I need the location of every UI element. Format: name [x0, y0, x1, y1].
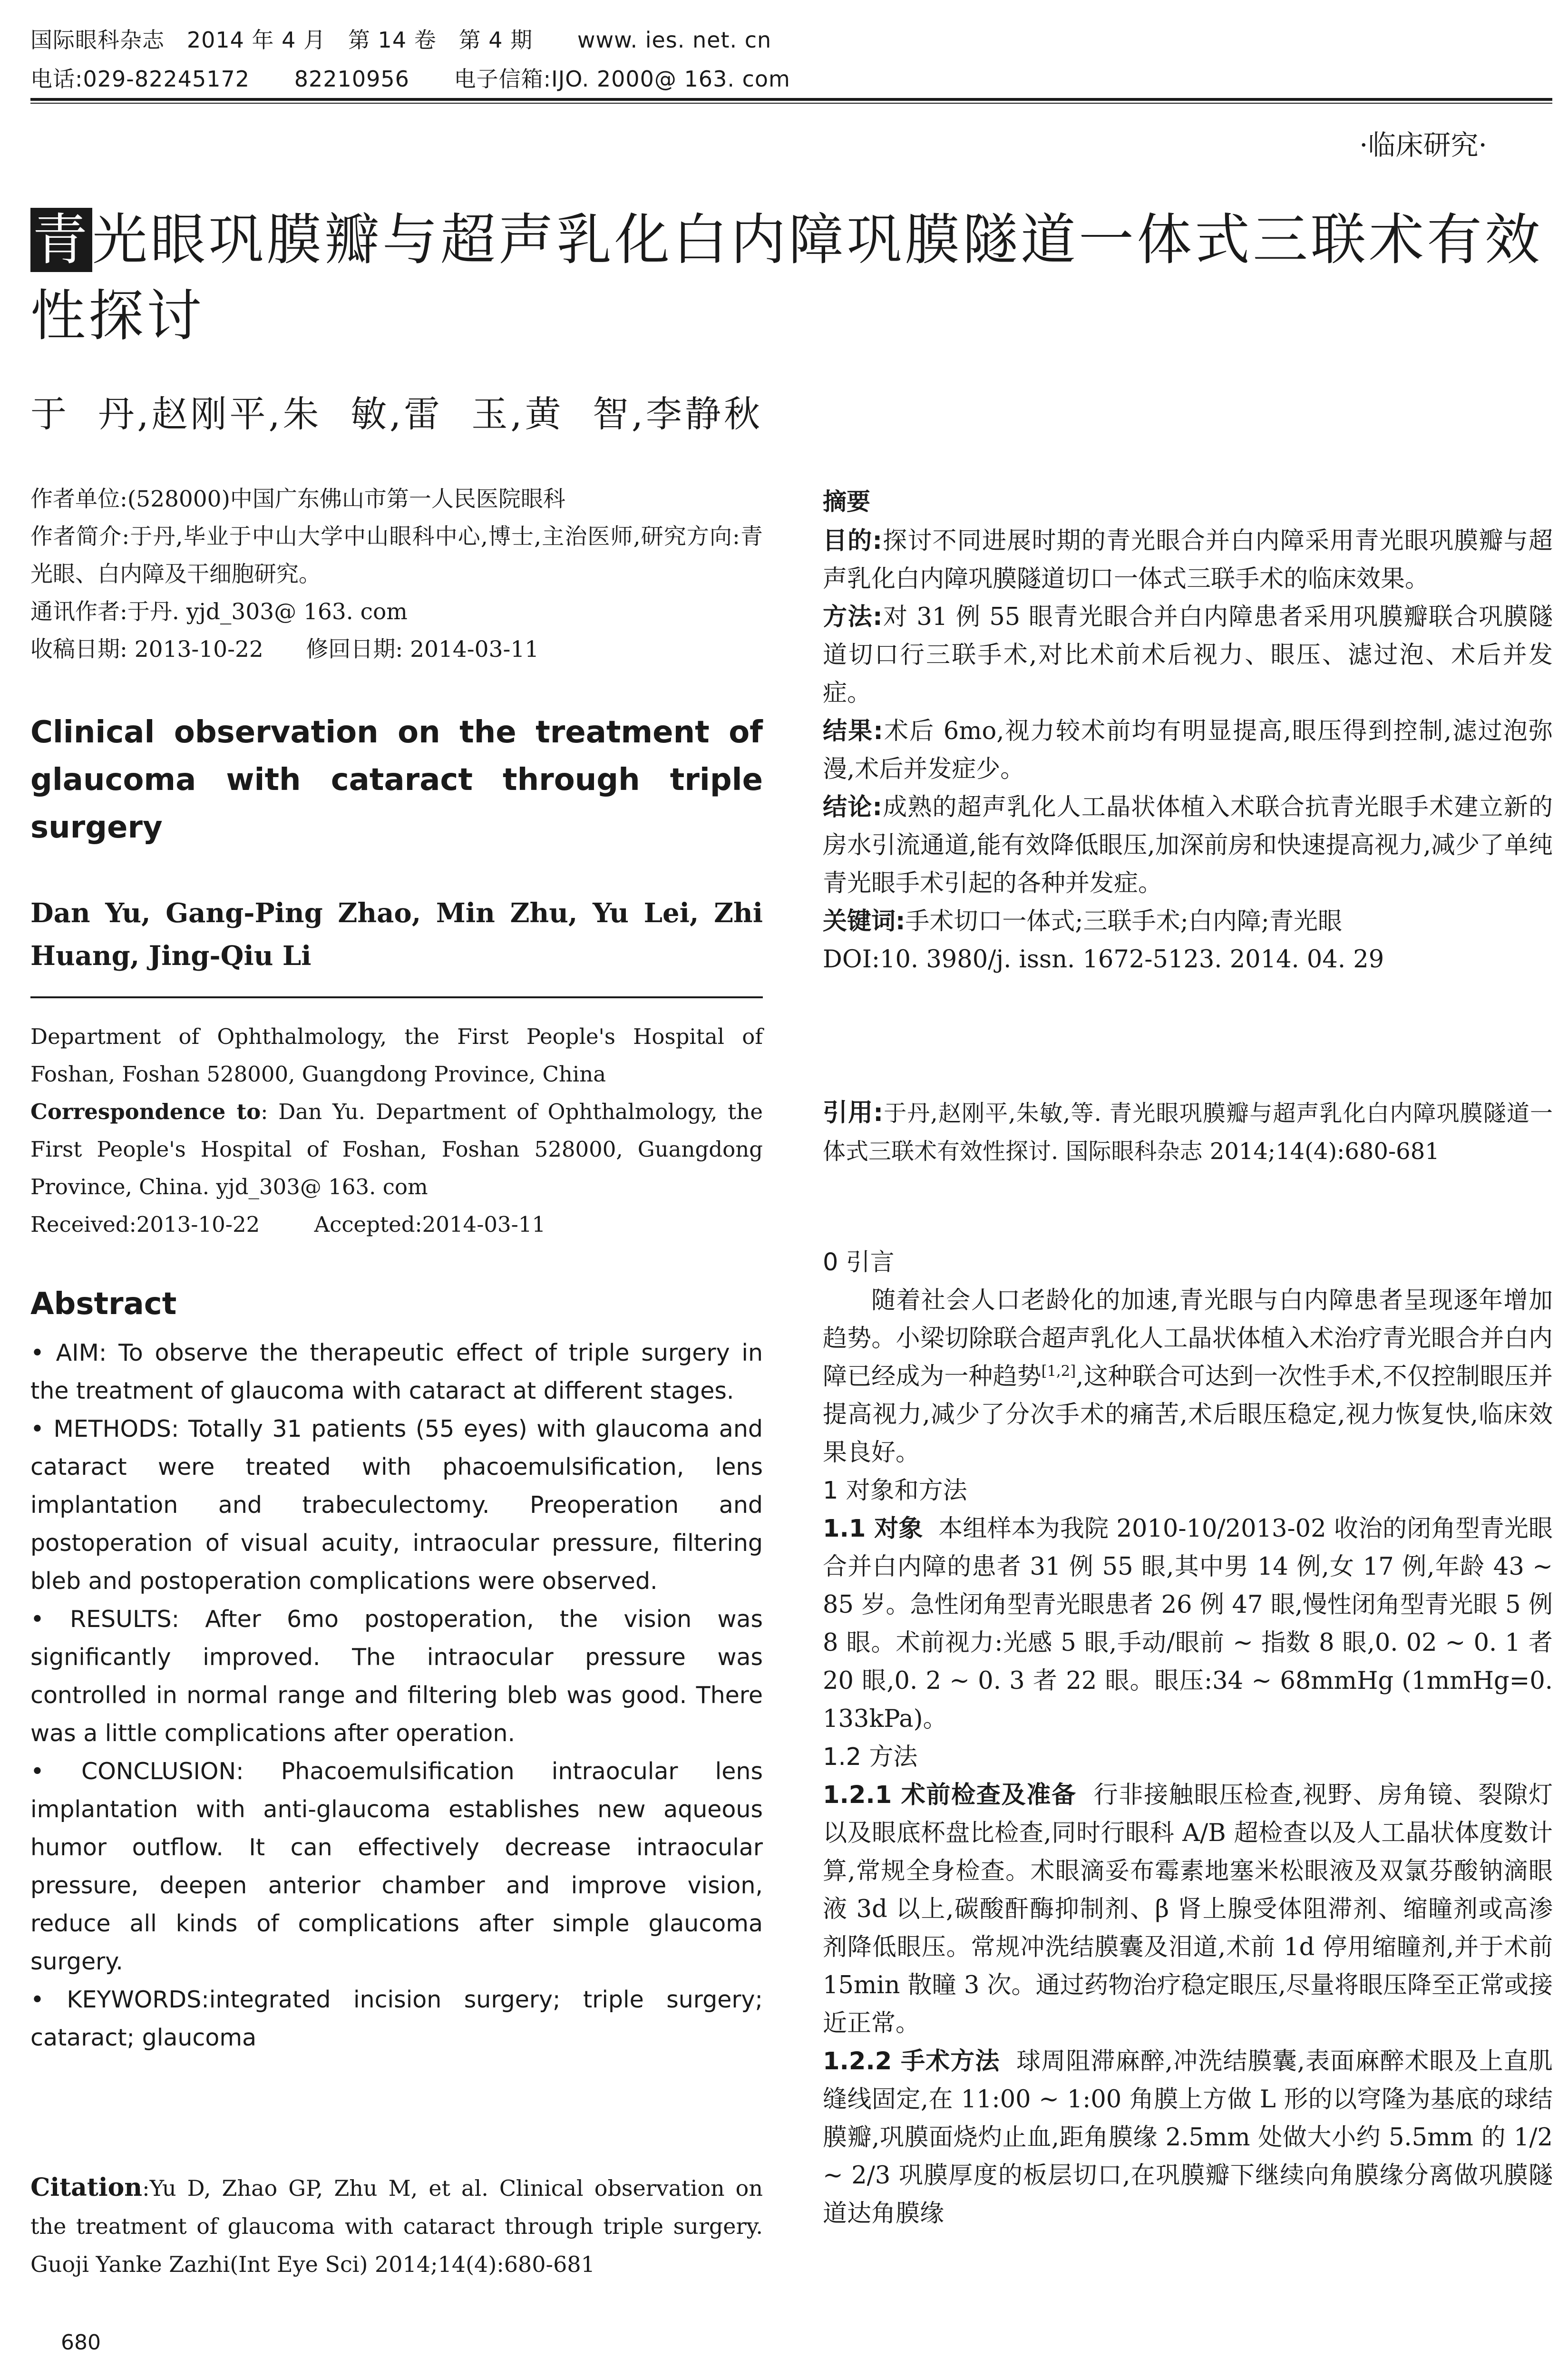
journal-header-line2: 电话:029-82245172 82210956 电子信箱:IJO. 2000@ 163. com: [30, 66, 790, 92]
meta-affiliation: 作者单位:(528000)中国广东佛山市第一人民医院眼科: [30, 486, 565, 512]
abstract-methods: • METHODS: Totally 31 patients (55 eyes) with glaucoma and cataract were treated with phacoemulsification, lens implantation and trabeculectomy. Preoperation and postoperation of visual acuity, intraocular pressure, filtering bleb and postoperation complications were observed.: [30, 1415, 763, 1595]
abstract-keywords: • KEYWORDS:integrated incision surgery; triple surgery; cataract; glaucoma: [30, 1986, 763, 2051]
citation-label: Citation: [30, 2173, 143, 2202]
intro-text-b: ,这种联合可达到一次性手术,不仅控制眼压并提高视力,减少了分次手术的痛苦,术后眼压稳定,视力恢复快,临床效果良好。: [823, 1363, 1553, 1467]
citation-cn-text: 于丹,赵刚平,朱敏,等. 青光眼巩膜瓣与超声乳化白内障巩膜隧道一体式三联术有效性探讨. 国际眼科杂志 2014;14(4):680-681: [823, 1100, 1553, 1165]
citation-cn: [823, 1094, 1553, 1170]
summary-keywords-text: 手术切口一体式;三联手术;白内障;青光眼: [905, 907, 1342, 935]
header-rule-thin: [30, 103, 1552, 104]
summary-methods-label: 方法:: [823, 603, 883, 631]
summary-heading: 摘要: [823, 488, 870, 516]
correspondence-label: Correspondence to: [30, 1099, 261, 1124]
summary-methods-text: 对 31 例 55 眼青光眼合并白内障患者采用巩膜瓣联合巩膜隧道切口行三联手术,对比术前术后视力、眼压、滤过泡、术后并发症。: [823, 603, 1553, 707]
intro-reference: [1,2]: [1041, 1363, 1076, 1380]
english-meta: [30, 1018, 763, 1243]
summary-results-label: 结果:: [823, 717, 883, 745]
journal-header-line1: 国际眼科杂志 2014 年 4 月 第 14 卷 第 4 期 www. ies. net. cn: [30, 27, 772, 53]
section-1-2-1-label: 1.2.1 术前检查及准备: [823, 1781, 1077, 1809]
summary-keywords-label: 关键词:: [823, 907, 906, 935]
section-tag: ·临床研究·: [1359, 129, 1487, 161]
summary-keywords: [823, 903, 1553, 941]
intro-heading: 0 引言: [823, 1248, 895, 1276]
citation-text: :Yu D, Zhao GP, Zhu M, et al. Clinical observation on the treatment of glaucoma with cataract through triple surgery. Guoji Yanke Zazhi(Int Eye Sci) 2014;14(4):680-681: [30, 2175, 763, 2277]
title-first-char: 青: [30, 208, 92, 272]
section-1-1-text: 本组样本为我院 2010-10/2013-02 收治的闭角型青光眼合并白内障的患者 31 例 55 眼,其中男 14 例,女 17 例,年龄 43 ~ 85 岁。急性闭角型青光眼患者 26 例 47 眼,慢性闭角型青光眼 5 例 8 眼。术前视力:光感 5 眼,手动/眼前 ~ 指数 8 眼,0. 02 ~ 0. 1 者 20 眼,0. 2 ~ 0. 3 者 22 眼。眼压:34 ~ 68mmHg (1mmHg=0. 133kPa)。: [823, 1515, 1561, 1733]
citation-en: [30, 2169, 763, 2283]
section-1-2-2-text: 球周阻滞麻醉,冲洗结膜囊,表面麻醉术眼及上直肌缝线固定,在 11:00 ~ 1:00 角膜上方做 L 形的以穹隆为基底的球结膜瓣,巩膜面烧灼止血,距角膜缘 2.5mm 处做大小约 5.5mm 的 1/2 ~ 2/3 巩膜厚度的板层切口,在巩膜瓣下继续向角膜缘分离做巩膜隧道达角膜缘: [823, 2047, 1561, 2228]
meta-dates: 收稿日期: 2013-10-22 修回日期: 2014-03-11: [30, 636, 539, 662]
english-correspondence: [30, 1093, 763, 1206]
left-column-rule: [30, 996, 763, 998]
summary-results-text: 术后 6mo,视力较术前均有明显提高,眼压得到控制,滤过泡弥漫,术后并发症少。: [823, 717, 1553, 783]
section-1-2-2-label: 1.2.2 手术方法: [823, 2047, 1000, 2075]
section-1-2-heading: 1.2 方法: [823, 1743, 918, 1771]
summary-body: [823, 522, 1553, 979]
authors-cn: 于 丹,赵刚平,朱 敏,雷 玉,黄 智,李静秋: [30, 393, 763, 435]
correspondence-text: : Dan Yu. Department of Ophthalmology, the First People's Hospital of Foshan, Foshan 528000, Guangdong Province, China. yjd_303@ 163. com: [30, 1099, 763, 1199]
abstract-aim: • AIM: To observe the therapeutic effect of triple surgery in the treatment of glaucoma with cataract at different stages.: [30, 1339, 763, 1404]
abstract-body: [30, 1334, 763, 2057]
summary-conclusion-text: 成熟的超声乳化人工晶状体植入术联合抗青光眼手术建立新的房水引流通道,能有效降低眼压,加深前房和快速提高视力,减少了单纯青光眼手术引起的各种并发症。: [823, 793, 1553, 897]
section-1-2-1-text: 行非接触眼压检查,视野、房角镜、裂隙灯以及眼底杯盘比检查,同时行眼科 A/B 超检查以及人工晶状体度数计算,常规全身检查。术眼滴妥布霉素地塞米松眼液及双氯芬酸钠滴眼液 3d 以上,碳酸酐酶抑制剂、β 肾上腺受体阻滞剂、缩瞳剂或高渗剂降低眼压。常规冲洗结膜囊及泪道,术前 1d 停用缩瞳剂,并于术前 15min 散瞳 3 次。通过药物治疗稳定眼压,尽量将眼压降至正常或接近正常。: [823, 1781, 1561, 2037]
summary-methods: [823, 598, 1553, 712]
intro-text-a: 随着社会人口老龄化的加速,青光眼与白内障患者呈现逐年增加趋势。小梁切除联合超声乳化人工晶状体植入术治疗青光眼合并白内障已经成为一种趋势: [823, 1286, 1553, 1391]
article-title: [30, 202, 1552, 354]
page-number: 680: [61, 2330, 101, 2355]
abstract-heading: Abstract: [30, 1286, 177, 1322]
header-rule: [30, 98, 1552, 101]
summary-aim: [823, 522, 1553, 598]
abstract-results: • RESULTS: After 6mo postoperation, the vision was significantly improved. The intraocular pressure was controlled in normal range and filtering bleb was good. There was a little complications after operation.: [30, 1606, 763, 1747]
english-department: Department of Ophthalmology, the First People's Hospital of Foshan, Foshan 528000, Guangdong Province, China: [30, 1024, 763, 1087]
english-title: Clinical observation on the treatment of glaucoma with cataract through triple surgery: [30, 715, 763, 845]
author-meta-cn: [30, 480, 763, 668]
section-1-2-2: [823, 2043, 1561, 2233]
section-1-2-1: [823, 1776, 1561, 2043]
article-body: [823, 1244, 1561, 2233]
intro-paragraph: [823, 1282, 1553, 1472]
citation-cn-label: 引用:: [823, 1099, 884, 1127]
summary-results: [823, 712, 1553, 789]
summary-conclusion-label: 结论:: [823, 793, 882, 821]
section-1-1: [823, 1510, 1561, 1738]
meta-correspondence: 通讯作者:于丹. yjd_303@ 163. com: [30, 599, 408, 625]
meta-bio: 作者简介:于丹,毕业于中山大学中山眼科中心,博士,主治医师,研究方向:青光眼、白内障及干细胞研究。: [30, 524, 763, 587]
abstract-conclusion: • CONCLUSION: Phacoemulsification intraocular lens implantation with anti-glaucoma establishes new aqueous humor outflow. It can effectively decrease intraocular pressure, deepen anterior chamber and improve vision, reduce all kinds of complications after simple glaucoma surgery.: [30, 1758, 763, 1975]
section1-heading: 1 对象和方法: [823, 1477, 967, 1505]
title-rest: 光眼巩膜瓣与超声乳化白内障巩膜隧道一体式三联术有效性探讨: [30, 208, 1543, 348]
summary-aim-label: 目的:: [823, 527, 882, 555]
summary-conclusion: [823, 789, 1553, 903]
english-dates: Received:2013-10-22 Accepted:2014-03-11: [30, 1212, 546, 1237]
summary-aim-text: 探讨不同进展时期的青光眼合并白内障采用青光眼巩膜瓣与超声乳化白内障巩膜隧道切口一体式三联手术的临床效果。: [823, 527, 1553, 593]
english-authors: Dan Yu, Gang-Ping Zhao, Min Zhu, Yu Lei, Zhi Huang, Jing-Qiu Li: [30, 897, 763, 972]
section-1-1-label: 1.1 对象: [823, 1515, 923, 1543]
summary-doi: DOI:10. 3980/j. issn. 1672-5123. 2014. 04. 29: [823, 945, 1384, 974]
